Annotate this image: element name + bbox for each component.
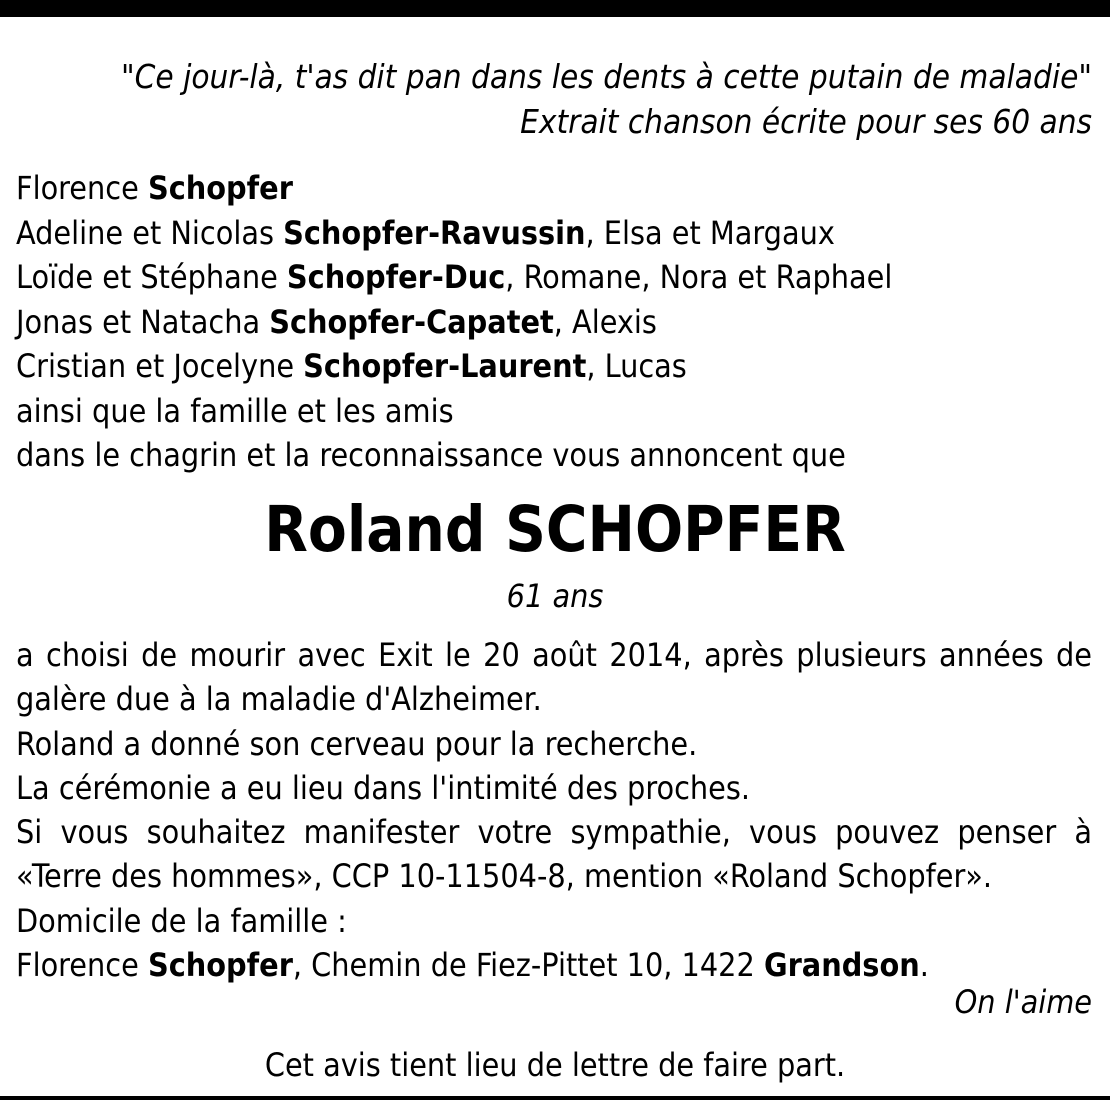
- family-line: [16, 344, 892, 389]
- family-surname: Schopfer: [147, 169, 293, 207]
- family-given-names: Adeline et Nicolas: [16, 213, 284, 252]
- announcement-line: dans le chagrin et la reconnaissance vous annoncent que: [16, 436, 846, 474]
- body-paragraph-domicile: Domicile de la famille :: [16, 901, 347, 940]
- family-extra-line: ainsi que la famille et les amis: [16, 391, 454, 430]
- top-border-bar: [0, 0, 1110, 17]
- family-line: [16, 211, 892, 256]
- family-children: , Romane, Nora et Raphael: [505, 258, 893, 296]
- family-children: , Lucas: [586, 347, 687, 385]
- family-given-names: Florence: [16, 169, 148, 207]
- family-given-names: Cristian et Jocelyne: [16, 347, 304, 385]
- family-surname: Schopfer-Laurent: [303, 347, 587, 385]
- epigraph-source: Extrait chanson écrite pour ses 60 ans: [520, 102, 1092, 141]
- family-surname: Schopfer-Capatet: [269, 302, 554, 341]
- epigraph-quote: "Ce jour-là, t'as dit pan dans les dents à cette putain de maladie": [120, 57, 1092, 96]
- bottom-border-rule: [0, 1096, 1110, 1100]
- family-given-names: Jonas et Natacha: [16, 302, 270, 341]
- family-children: , Alexis: [553, 302, 657, 341]
- address-end: .: [919, 946, 929, 985]
- address-given-name: Florence: [16, 946, 148, 985]
- family-line: [16, 255, 892, 300]
- body-paragraph-sympathy: Si vous souhaitez manifester votre sympathie, vous pouvez penser à «Terre des hommes», CCP 10-11504-8, mention «Roland Schopfer».: [16, 813, 1092, 896]
- deceased-age: 61 ans: [506, 577, 604, 615]
- body-paragraph-donation: Roland a donné son cerveau pour la recherche.: [16, 724, 698, 763]
- body-paragraph-exit: a choisi de mourir avec Exit le 20 août 2014, après plusieurs années de galère due à la maladie d'Alzheimer.: [16, 636, 1092, 719]
- epigraph: [121, 54, 1092, 144]
- notice-body: [16, 633, 1092, 987]
- family-surname: Schopfer-Duc: [286, 258, 506, 296]
- family-children: , Elsa et Margaux: [585, 213, 835, 252]
- family-list: [16, 166, 892, 478]
- footer-note: Cet avis tient lieu de lettre de faire part.: [264, 1046, 846, 1084]
- signature: On l'aime: [954, 983, 1092, 1021]
- deceased-name: Roland SCHOPFER: [264, 493, 846, 566]
- family-given-names: Loïde et Stéphane: [16, 258, 287, 296]
- family-address: [16, 943, 1092, 987]
- address-street: , Chemin de Fiez-Pittet 10, 1422: [292, 946, 764, 985]
- family-line: [16, 300, 892, 345]
- address-city: Grandson: [763, 946, 920, 985]
- body-paragraph-ceremony: La cérémonie a eu lieu dans l'intimité des proches.: [16, 768, 750, 807]
- family-surname: Schopfer-Ravussin: [283, 213, 586, 252]
- family-line: [16, 166, 892, 211]
- address-surname: Schopfer: [147, 946, 293, 985]
